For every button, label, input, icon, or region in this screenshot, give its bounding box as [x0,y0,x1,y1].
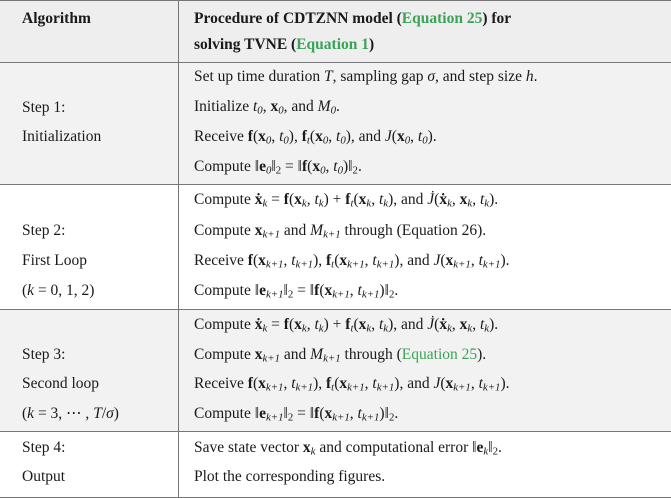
rule-header [0,62,671,63]
header-procedure-line2 [194,35,374,55]
step2-row1: Compute ẋ$_k$ = $f(x_k$, $t_k) + f_t(x_k$, $t_k$), and J̇(ẋ$_k$, $x_k$, $t_k$). [194,191,499,210]
step3-name: Step 3: [22,346,66,363]
header-algorithm: Algorithm [22,10,91,27]
header-solving-suffix: ) [369,36,375,53]
step3-row2-suffix: ). [477,346,487,363]
step3-label: Second loop [22,375,100,392]
step3-row2 [194,345,486,365]
header-procedure-suffix: ) for [482,10,512,27]
step3-row1: Compute ẋ$_k$ = $f(x_k$, $t_k) + f_t(x_k$, $t_k$), and J̇(ẋ$_k$, $x_k$, $t_k$). [194,316,499,335]
step2-row4: Compute $‖e_{k+1}‖_2$ = $‖f(x_{k+1}$, $t_{k+1})‖_2$. [194,282,399,301]
step1-name: Step 1: [22,99,66,116]
step2-row3: Receive $f(x_{k+1}$, $t_{k+1}$), $f_t(x_{k+1}$, $t_{k+1}$), and $J(x_{k+1}$, $t_{k+1}$). [194,252,510,271]
step3-row2-text: Compute $x_{k+1}$ and $M_{k+1}$ through ( [194,346,402,365]
header-procedure-text: Procedure of CDTZNN model ( [194,10,402,27]
step2-range: (k = 0, 1, 2) [22,282,95,299]
equation-1-link[interactable]: Equation 1 [296,36,370,53]
step1-row1: Set up time duration T, sampling gap σ, and step size h. [194,68,538,85]
step3-range: (k = 3, ⋯ , T/σ) [22,405,119,422]
equation-25-link[interactable]: Equation 25 [401,10,483,27]
column-divider [178,0,179,498]
step1-row2: Initialize $t_0$, $x_0$, and $M_0$. [194,98,340,117]
rule-step3 [0,431,671,432]
rule-step1 [0,184,671,185]
step4-row1: Save state vector $x_k$ and computational error $‖e_k‖_2$. [194,439,502,458]
step3-row4: Compute $‖e_{k+1}‖_2$ = $‖f(x_{k+1}$, $t_{k+1})‖_2$. [194,405,399,424]
step1-row3: Receive $f(x_0$, $t_0$), $f_t(x_0$, $t_0$), and $J(x_0$, $t_0$). [194,128,437,147]
step4-label: Output [22,468,66,485]
header-procedure-line1 [194,9,511,29]
equation-25-link-step3[interactable]: Equation 25 [401,346,478,363]
step4-row2: Plot the corresponding figures. [194,468,386,485]
header-solving-text: solving TVNE ( [194,36,297,53]
step2-label: First Loop [22,252,88,269]
step2-row2: Compute $x_{k+1}$ and $M_{k+1}$ through (Equation 26). [194,222,487,241]
rule-step2 [0,309,671,310]
step2-name: Step 2: [22,222,66,239]
step1-label: Initialization [22,128,102,145]
step4-name: Step 4: [22,439,66,456]
rule-top [0,0,671,1]
step1-row4: Compute $‖e_0‖_2$ = $‖f(x_0$, $t_0)‖_2$. [194,158,362,177]
step3-row3: Receive $f(x_{k+1}$, $t_{k+1}$), $f_t(x_{k+1}$, $t_{k+1}$), and $J(x_{k+1}$, $t_{k+1}$). [194,375,510,394]
